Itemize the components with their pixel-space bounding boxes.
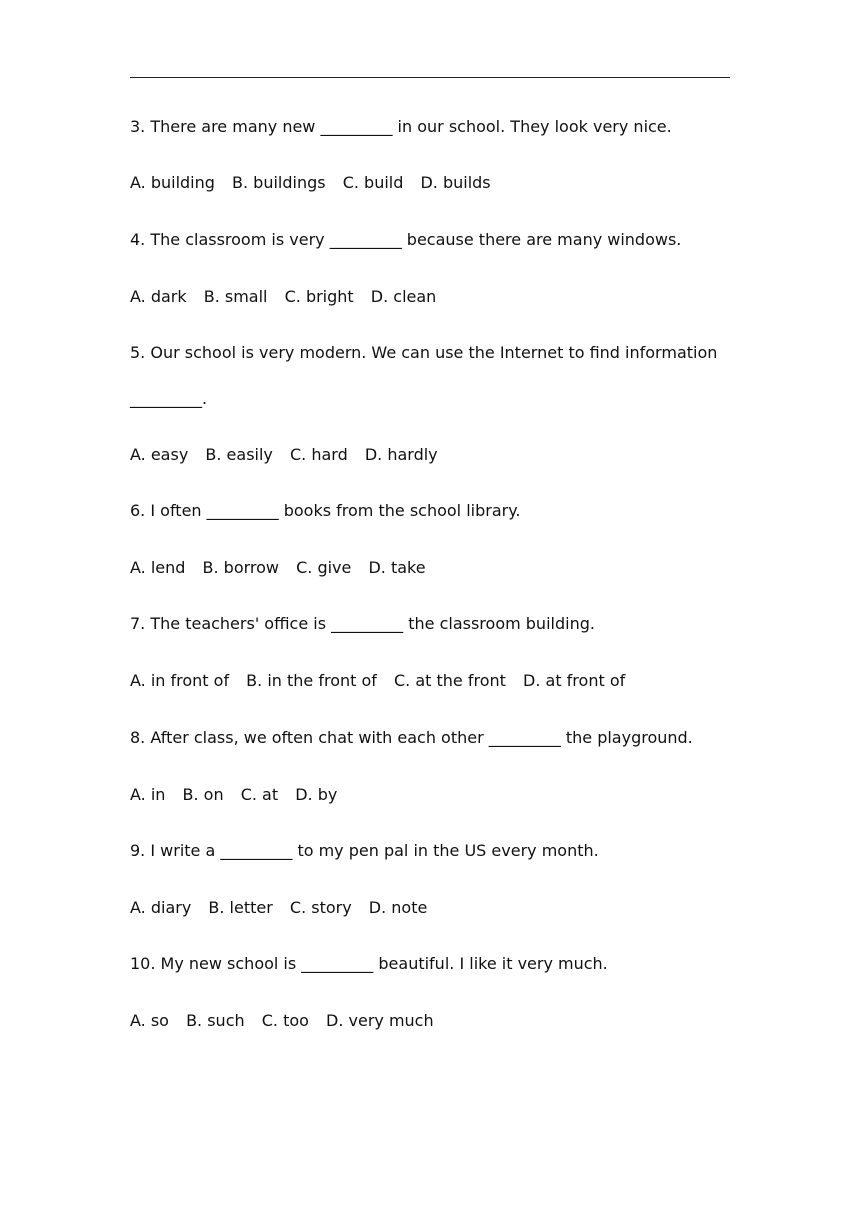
question-stem: 4. The classroom is very _________ because there are many windows. xyxy=(130,230,682,249)
option-c: C. bright xyxy=(284,287,354,306)
question-stem: 7. The teachers' office is _________ the classroom building. xyxy=(130,614,595,633)
question-options xyxy=(130,173,491,193)
option-a: A. in front of xyxy=(130,671,230,690)
question-stem-continued: _________. xyxy=(130,389,208,408)
question-options xyxy=(130,287,436,307)
option-c: C. at the front xyxy=(394,671,506,690)
option-b: B. such xyxy=(186,1011,245,1030)
question-options xyxy=(130,1011,434,1031)
option-d: D. hardly xyxy=(364,445,438,464)
header-rule xyxy=(130,77,730,78)
option-d: D. builds xyxy=(420,173,491,192)
option-a: A. in xyxy=(130,785,166,804)
question-options xyxy=(130,785,337,805)
option-d: D. take xyxy=(368,558,426,577)
option-d: D. very much xyxy=(326,1011,434,1030)
option-b: B. small xyxy=(203,287,268,306)
option-c: C. story xyxy=(289,898,352,917)
question-stem: 9. I write a _________ to my pen pal in the US every month. xyxy=(130,841,599,860)
option-c: C. at xyxy=(240,785,279,804)
option-a: A. dark xyxy=(130,287,187,306)
option-d: D. by xyxy=(295,785,338,804)
option-c: C. build xyxy=(342,173,404,192)
question-options xyxy=(130,558,426,578)
question-stem: 5. Our school is very modern. We can use the Internet to find information xyxy=(130,343,718,362)
option-a: A. building xyxy=(130,173,215,192)
option-b: B. easily xyxy=(205,445,273,464)
option-c: C. too xyxy=(261,1011,309,1030)
option-d: D. note xyxy=(368,898,428,917)
question-options xyxy=(130,898,427,918)
option-b: B. letter xyxy=(208,898,273,917)
option-a: A. diary xyxy=(130,898,192,917)
question-stem: 10. My new school is _________ beautiful. I like it very much. xyxy=(130,954,608,973)
option-c: C. hard xyxy=(289,445,348,464)
option-a: A. so xyxy=(130,1011,169,1030)
option-b: B. borrow xyxy=(202,558,280,577)
option-b: B. buildings xyxy=(232,173,326,192)
option-d: D. clean xyxy=(370,287,437,306)
question-options xyxy=(130,445,438,465)
option-c: C. give xyxy=(296,558,352,577)
option-d: D. at front of xyxy=(523,671,626,690)
question-stem: 6. I often _________ books from the school library. xyxy=(130,501,521,520)
option-a: A. easy xyxy=(130,445,189,464)
option-b: B. in the front of xyxy=(246,671,377,690)
option-a: A. lend xyxy=(130,558,186,577)
question-stem: 8. After class, we often chat with each other _________ the playground. xyxy=(130,728,693,747)
question-options xyxy=(130,671,625,691)
option-b: B. on xyxy=(182,785,224,804)
question-stem: 3. There are many new _________ in our school. They look very nice. xyxy=(130,117,672,136)
